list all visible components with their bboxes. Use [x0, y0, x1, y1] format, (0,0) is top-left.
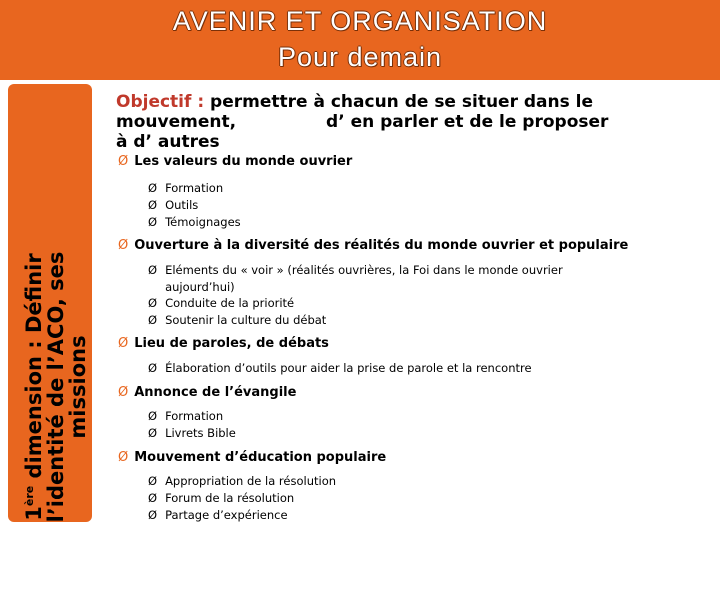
bullet-arrow-icon: Ø: [148, 361, 158, 375]
bullet-arrow-icon: Ø: [118, 336, 129, 351]
section-heading: Ø Annonce de l’évangile: [118, 385, 297, 400]
slide-title: AVENIR ET ORGANISATION: [172, 6, 548, 36]
list-item: Ø Partage d’expérience: [148, 508, 288, 522]
objective-line1: permettre à chacun de se situer dans le: [204, 92, 594, 112]
objective-label: Objectif :: [116, 92, 205, 112]
title-banner: [0, 0, 720, 80]
side-number: 1: [22, 506, 46, 521]
section-heading: Ø Mouvement d’éducation populaire: [118, 450, 387, 465]
bullet-arrow-icon: Ø: [148, 181, 158, 195]
bullet-arrow-icon: Ø: [118, 450, 129, 465]
list-item: Ø Formation: [148, 181, 224, 195]
bullet-arrow-icon: Ø: [148, 198, 158, 212]
bullet-arrow-icon: Ø: [118, 385, 129, 400]
objective-line2a: mouvement,: [116, 112, 237, 132]
bullet-arrow-icon: Ø: [148, 263, 158, 277]
list-item: Ø Appropriation de la résolution: [148, 474, 337, 488]
list-item: Ø Livrets Bible: [148, 426, 236, 440]
side-line1: dimension : Définir: [22, 253, 46, 479]
side-panel-text: [19, 167, 89, 607]
side-superscript: ère: [23, 485, 36, 507]
list-item: Ø Forum de la résolution: [148, 491, 295, 505]
bullet-arrow-icon: Ø: [148, 409, 158, 423]
section-heading: Ø Les valeurs du monde ouvrier: [118, 154, 353, 169]
slide-subtitle: Pour demain: [277, 42, 443, 72]
section-heading: Ø Lieu de paroles, de débats: [118, 336, 329, 351]
list-item: Ø Conduite de la priorité: [148, 296, 295, 310]
bullet-arrow-icon: Ø: [148, 296, 158, 310]
bullet-arrow-icon: Ø: [148, 426, 158, 440]
objective-line2b: d’ en parler et de le proposer: [326, 112, 609, 132]
bullet-arrow-icon: Ø: [148, 313, 158, 327]
bullet-arrow-icon: Ø: [148, 474, 158, 488]
list-item: Ø Eléments du « voir » (réalités ouvrières, la Foi dans le monde ouvrier aujourd’hui): [148, 263, 563, 294]
bullet-arrow-icon: Ø: [148, 491, 158, 505]
side-line3: missions: [66, 335, 90, 439]
list-item: Ø Outils: [148, 198, 199, 212]
bullet-arrow-icon: Ø: [118, 238, 129, 253]
section-heading: Ø Ouverture à la diversité des réalités du monde ouvrier et populaire: [118, 238, 629, 253]
objective-line3: à d’ autres: [116, 132, 220, 152]
list-item: Ø Témoignages: [148, 215, 241, 229]
objective-text: [116, 92, 706, 152]
side-line2: l’identité de l’ACO, ses: [44, 251, 68, 523]
bullet-arrow-icon: Ø: [118, 154, 129, 169]
list-item: Ø Formation: [148, 409, 224, 423]
bullet-arrow-icon: Ø: [148, 215, 158, 229]
list-item: Ø Soutenir la culture du débat: [148, 313, 327, 327]
bullet-arrow-icon: Ø: [148, 508, 158, 522]
list-item: Ø Élaboration d’outils pour aider la prise de parole et la rencontre: [148, 361, 532, 375]
side-panel: [8, 84, 92, 522]
